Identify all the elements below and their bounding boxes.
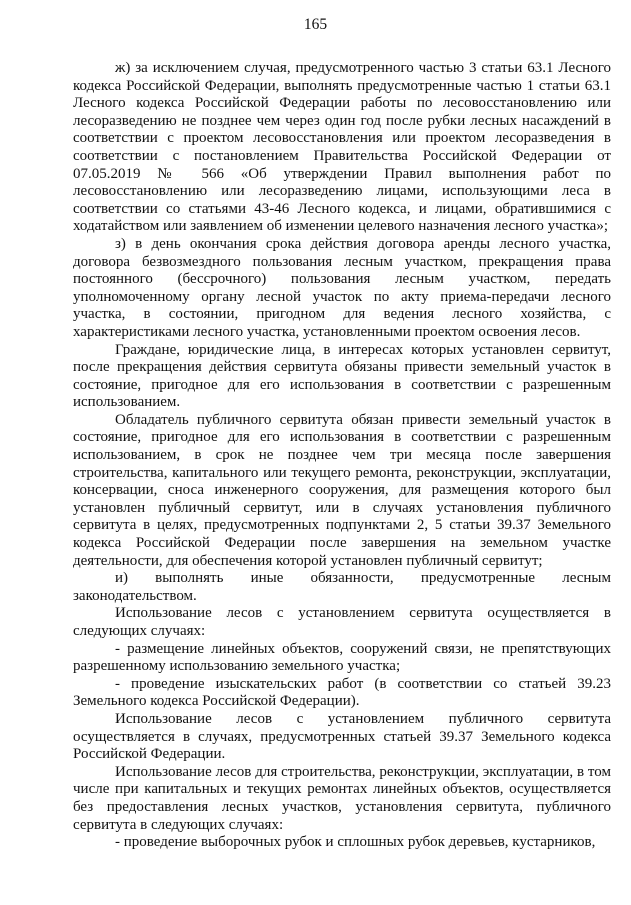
- paragraph-public-servitude-cases: Использование лесов с установлением публичного сервитута осуществляется в случаях, предусмотренных статьей 39.37 Земельного кодекса Российской Федерации.: [73, 710, 611, 763]
- paragraph-item-i: и) выполнять иные обязанности, предусмотренные лесным законодательством.: [73, 570, 611, 604]
- document-body: [73, 60, 611, 852]
- paragraph-servitude-holders: Граждане, юридические лица, в интересах которых установлен сервитут, после прекращения действия сервитута обязаны привести земельный участок в состояние, пригодное для его использования в соответствии с разрешенным использованием.: [73, 341, 611, 411]
- list-item-linear-objects: - размещение линейных объектов, сооружений связи, не препятствующих разрешенному использованию земельного участка;: [73, 640, 611, 675]
- list-item-felling: - проведение выборочных рубок и сплошных рубок деревьев, кустарников,: [115, 834, 596, 851]
- list-item-survey-works: - проведение изыскательских работ (в соответствии со статьей 39.23 Земельного кодекса Российской Федерации).: [73, 675, 611, 710]
- paragraph-public-servitude-holder: Обладатель публичного сервитута обязан привести земельный участок в состояние, пригодное для его использования в соответствии с разрешенным использованием, в срок не позднее чем три месяца после завершения строительства, капитального или текущего ремонта, реконструкции, эксплуатации, консервации, сноса инженерного сооружения, для размещения которого был установлен публичный сервитут, или в случаях установления публичного сервитута в целях, предусмотренных подпунктами 2, 5 статьи 39.37 Земельного кодекса Российской Федерации после завершения на земельном участке деятельности, для обеспечения которой установлен публичный сервитут;: [73, 411, 611, 569]
- paragraph-item-z: з) в день окончания срока действия договора аренды лесного участка, договора безвозмездного пользования лесным участком, прекращения права постоянного (бессрочного) пользования лесным участком, передать уполномоченному органу лесной участок по акту приема-передачи лесного участка, в состоянии, пригодном для ведения лесного хозяйства, с характеристиками лесного участка, установленными проектом освоения лесов.: [73, 235, 611, 340]
- paragraph-linear-objects-use: Использование лесов для строительства, реконструкции, эксплуатации, в том числе при капитальных и текущих ремонтах линейных объектов, осуществляется без предоставления лесных участков, установления сервитута, публичного сервитута в следующих случаях:: [73, 763, 611, 833]
- paragraph-servitude-use-cases: Использование лесов с установлением сервитута осуществляется в следующих случаях:: [73, 605, 611, 639]
- page-number: 165: [303, 16, 328, 33]
- paragraph-item-zh: ж) за исключением случая, предусмотренного частью 3 статьи 63.1 Лесного кодекса Российской Федерации, выполнять предусмотренные частью 1 статьи 63.1 Лесного кодекса Российской Федерации работы по лесовосстановлению или лесоразведению не позднее чем через один год после рубки лесных насаждений в соответствии с проектом лесовосстановления или проектом лесоразведения в соответствии с постановлением Правительства Российской Федерации от 07.05.2019 № 566 «Об утверждении Правил выполнения работ по лесовосстановлению или лесоразведению лицами, использующими леса в соответствии со статьями 43-46 Лесного кодекса, и лицами, обратившимися с ходатайством или заявлением об изменении целевого назначения лесного участка»;: [73, 60, 611, 235]
